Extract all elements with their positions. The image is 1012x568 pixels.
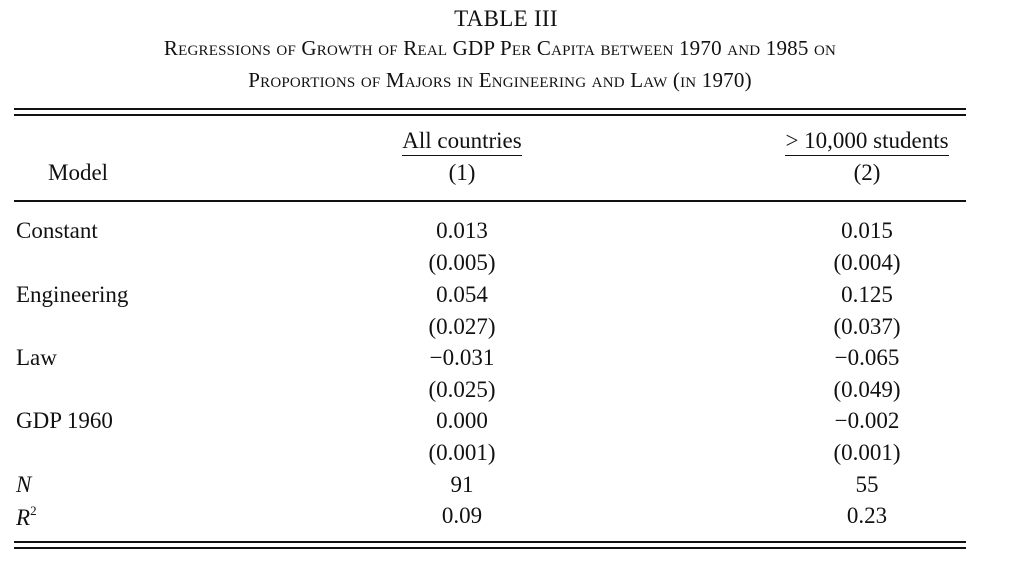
column-header-1-number xyxy=(352,160,572,186)
cell-n-1: 91 xyxy=(450,472,474,497)
cell-constant-2: 0.015 xyxy=(841,218,893,243)
column-number-2: (2) xyxy=(853,160,881,185)
table-title-line-2: Proportions of Majors in Engineering and Law (in 1970) xyxy=(248,68,752,92)
bottom-rule xyxy=(14,541,966,543)
cell-engineering-2: 0.125 xyxy=(841,282,893,307)
row-label-gdp-1960: GDP 1960 xyxy=(16,408,113,433)
se-engineering-1: (0.027) xyxy=(428,314,496,339)
column-header-2-number xyxy=(752,160,982,186)
header-rule xyxy=(14,200,966,202)
row-label-engineering: Engineering xyxy=(16,282,129,307)
row-label-constant: Constant xyxy=(16,218,98,243)
column-header-2 xyxy=(752,128,982,156)
r-symbol: R xyxy=(16,505,31,530)
cell-r-squared-1: 0.09 xyxy=(441,503,483,528)
cell-r-squared-2: 0.23 xyxy=(846,503,888,528)
column-header-1 xyxy=(352,128,572,156)
cell-n-2: 55 xyxy=(855,472,879,497)
column-label-large-countries: > 10,000 students xyxy=(785,128,948,156)
column-number-1: (1) xyxy=(448,160,476,185)
table-title-line-1: Regressions of Growth of Real GDP Per Capita between 1970 and 1985 on xyxy=(163,36,837,60)
se-constant-2: (0.004) xyxy=(833,250,901,275)
cell-engineering-1: 0.054 xyxy=(436,282,488,307)
se-engineering-2: (0.037) xyxy=(833,314,901,339)
cell-gdp-1960-2: −0.002 xyxy=(834,408,900,433)
top-rule-inner xyxy=(14,114,966,116)
row-label-n: N xyxy=(16,472,32,497)
stub-header: Model xyxy=(48,160,109,185)
top-rule xyxy=(14,108,966,110)
cell-gdp-1960-1: 0.000 xyxy=(436,408,488,433)
column-label-all-countries: All countries xyxy=(402,128,521,156)
se-gdp-1960-1: (0.001) xyxy=(428,440,496,465)
cell-law-1: −0.031 xyxy=(429,345,495,370)
r-squared-exponent: 2 xyxy=(30,503,37,518)
cell-law-2: −0.065 xyxy=(834,345,900,370)
row-label-r-squared xyxy=(16,503,37,531)
se-law-1: (0.025) xyxy=(428,377,496,402)
se-law-2: (0.049) xyxy=(833,377,901,402)
row-label-law: Law xyxy=(16,345,57,370)
cell-constant-1: 0.013 xyxy=(436,218,488,243)
se-gdp-1960-2: (0.001) xyxy=(833,440,901,465)
se-constant-1: (0.005) xyxy=(428,250,496,275)
bottom-rule-outer xyxy=(14,547,966,549)
table-number: TABLE III xyxy=(454,6,558,31)
